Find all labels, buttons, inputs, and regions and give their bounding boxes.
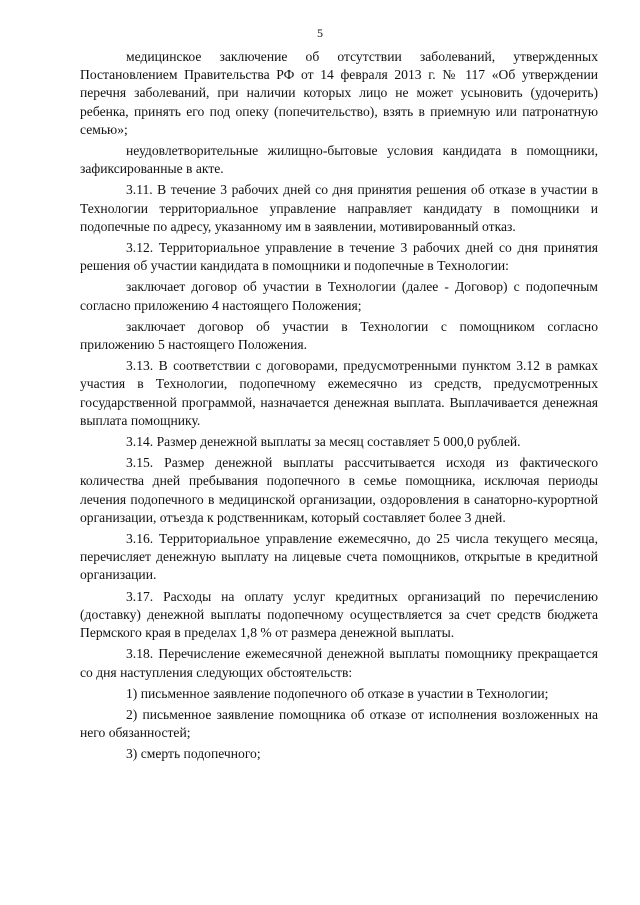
paragraph-contract-assistant: заключает договор об участии в Технологии с помощником согласно приложению 5 настоящего Положения. [80,318,598,353]
paragraph-3-12: 3.12. Территориальное управление в течение 3 рабочих дней со дня принятия решения об участии кандидата в помощники и подопечные в Технологии: [80,240,598,274]
paragraph-3-15: 3.15. Размер денежной выплаты рассчитывается исходя из фактического количества дней пребывания подопечного в семье помощника, исключая периоды лечения подопечного в медицинской организации, оздоровления в санаторно-курортной организации, отъезда к родственникам, который составляет более 3 дней. [80,455,598,525]
page-number: 5 [317,26,323,40]
paragraph-3-17: 3.17. Расходы на оплату услуг кредитных организаций по перечислению (доставку) денежной выплаты подопечному осуществляется за счет средств бюджета Пермского края в пределах 1,8 % от размера денежной выплаты. [80,588,598,641]
list-item-2: 2) письменное заявление помощника об отказе от исполнения возложенных на него обязанностей; [80,706,598,741]
paragraph-medical-certificate: медицинское заключение об отсутствии заболеваний, утвержденных Постановлением Правительства РФ от 14 февраля 2013 г. № 117 «Об утверждении перечня заболеваний, при наличии которых лицо не может усыновить (удочерить) ребенка, принять его под опеку (попечительство), взять в приемную или патронатную семью»; [80,49,598,137]
paragraph-3-16: 3.16. Территориальное управление ежемесячно, до 25 числа текущего месяца, перечисляет денежную выплату на лицевые счета помощников, открытые в кредитной организации. [80,531,598,583]
document-body [80,48,598,767]
paragraph-3-18: 3.18. Перечисление ежемесячной денежной выплаты помощнику прекращается со дня наступления следующих обстоятельств: [80,646,598,680]
list-item-1: 1) письменное заявление подопечного об отказе в участии в Технологии; [126,685,549,701]
paragraph-3-14: 3.14. Размер денежной выплаты за месяц составляет 5 000,0 рублей. [126,434,521,450]
list-item-3: 3) смерть подопечного; [126,746,261,762]
paragraph-contract-ward: заключает договор об участии в Технологии (далее - Договор) с подопечным согласно приложению 4 настоящего Положения; [80,279,598,313]
paragraph-3-11: 3.11. В течение 3 рабочих дней со дня принятия решения об отказе в участии в Технологии территориальное управление направляет кандидату в помощники и подопечные по адресу, указанному им в заявлении, мотивированный отказ. [80,182,598,234]
paragraph-living-conditions: неудовлетворительные жилищно-бытовые условия кандидата в помощники, зафиксированные в акте. [80,143,598,177]
paragraph-3-13: 3.13. В соответствии с договорами, предусмотренными пунктом 3.12 в рамках участия в Технологии, подопечному ежемесячно из средств, предусмотренных государственной программой, назначается денежная выплата. Выплачивается денежная выплата помощнику. [80,358,598,428]
